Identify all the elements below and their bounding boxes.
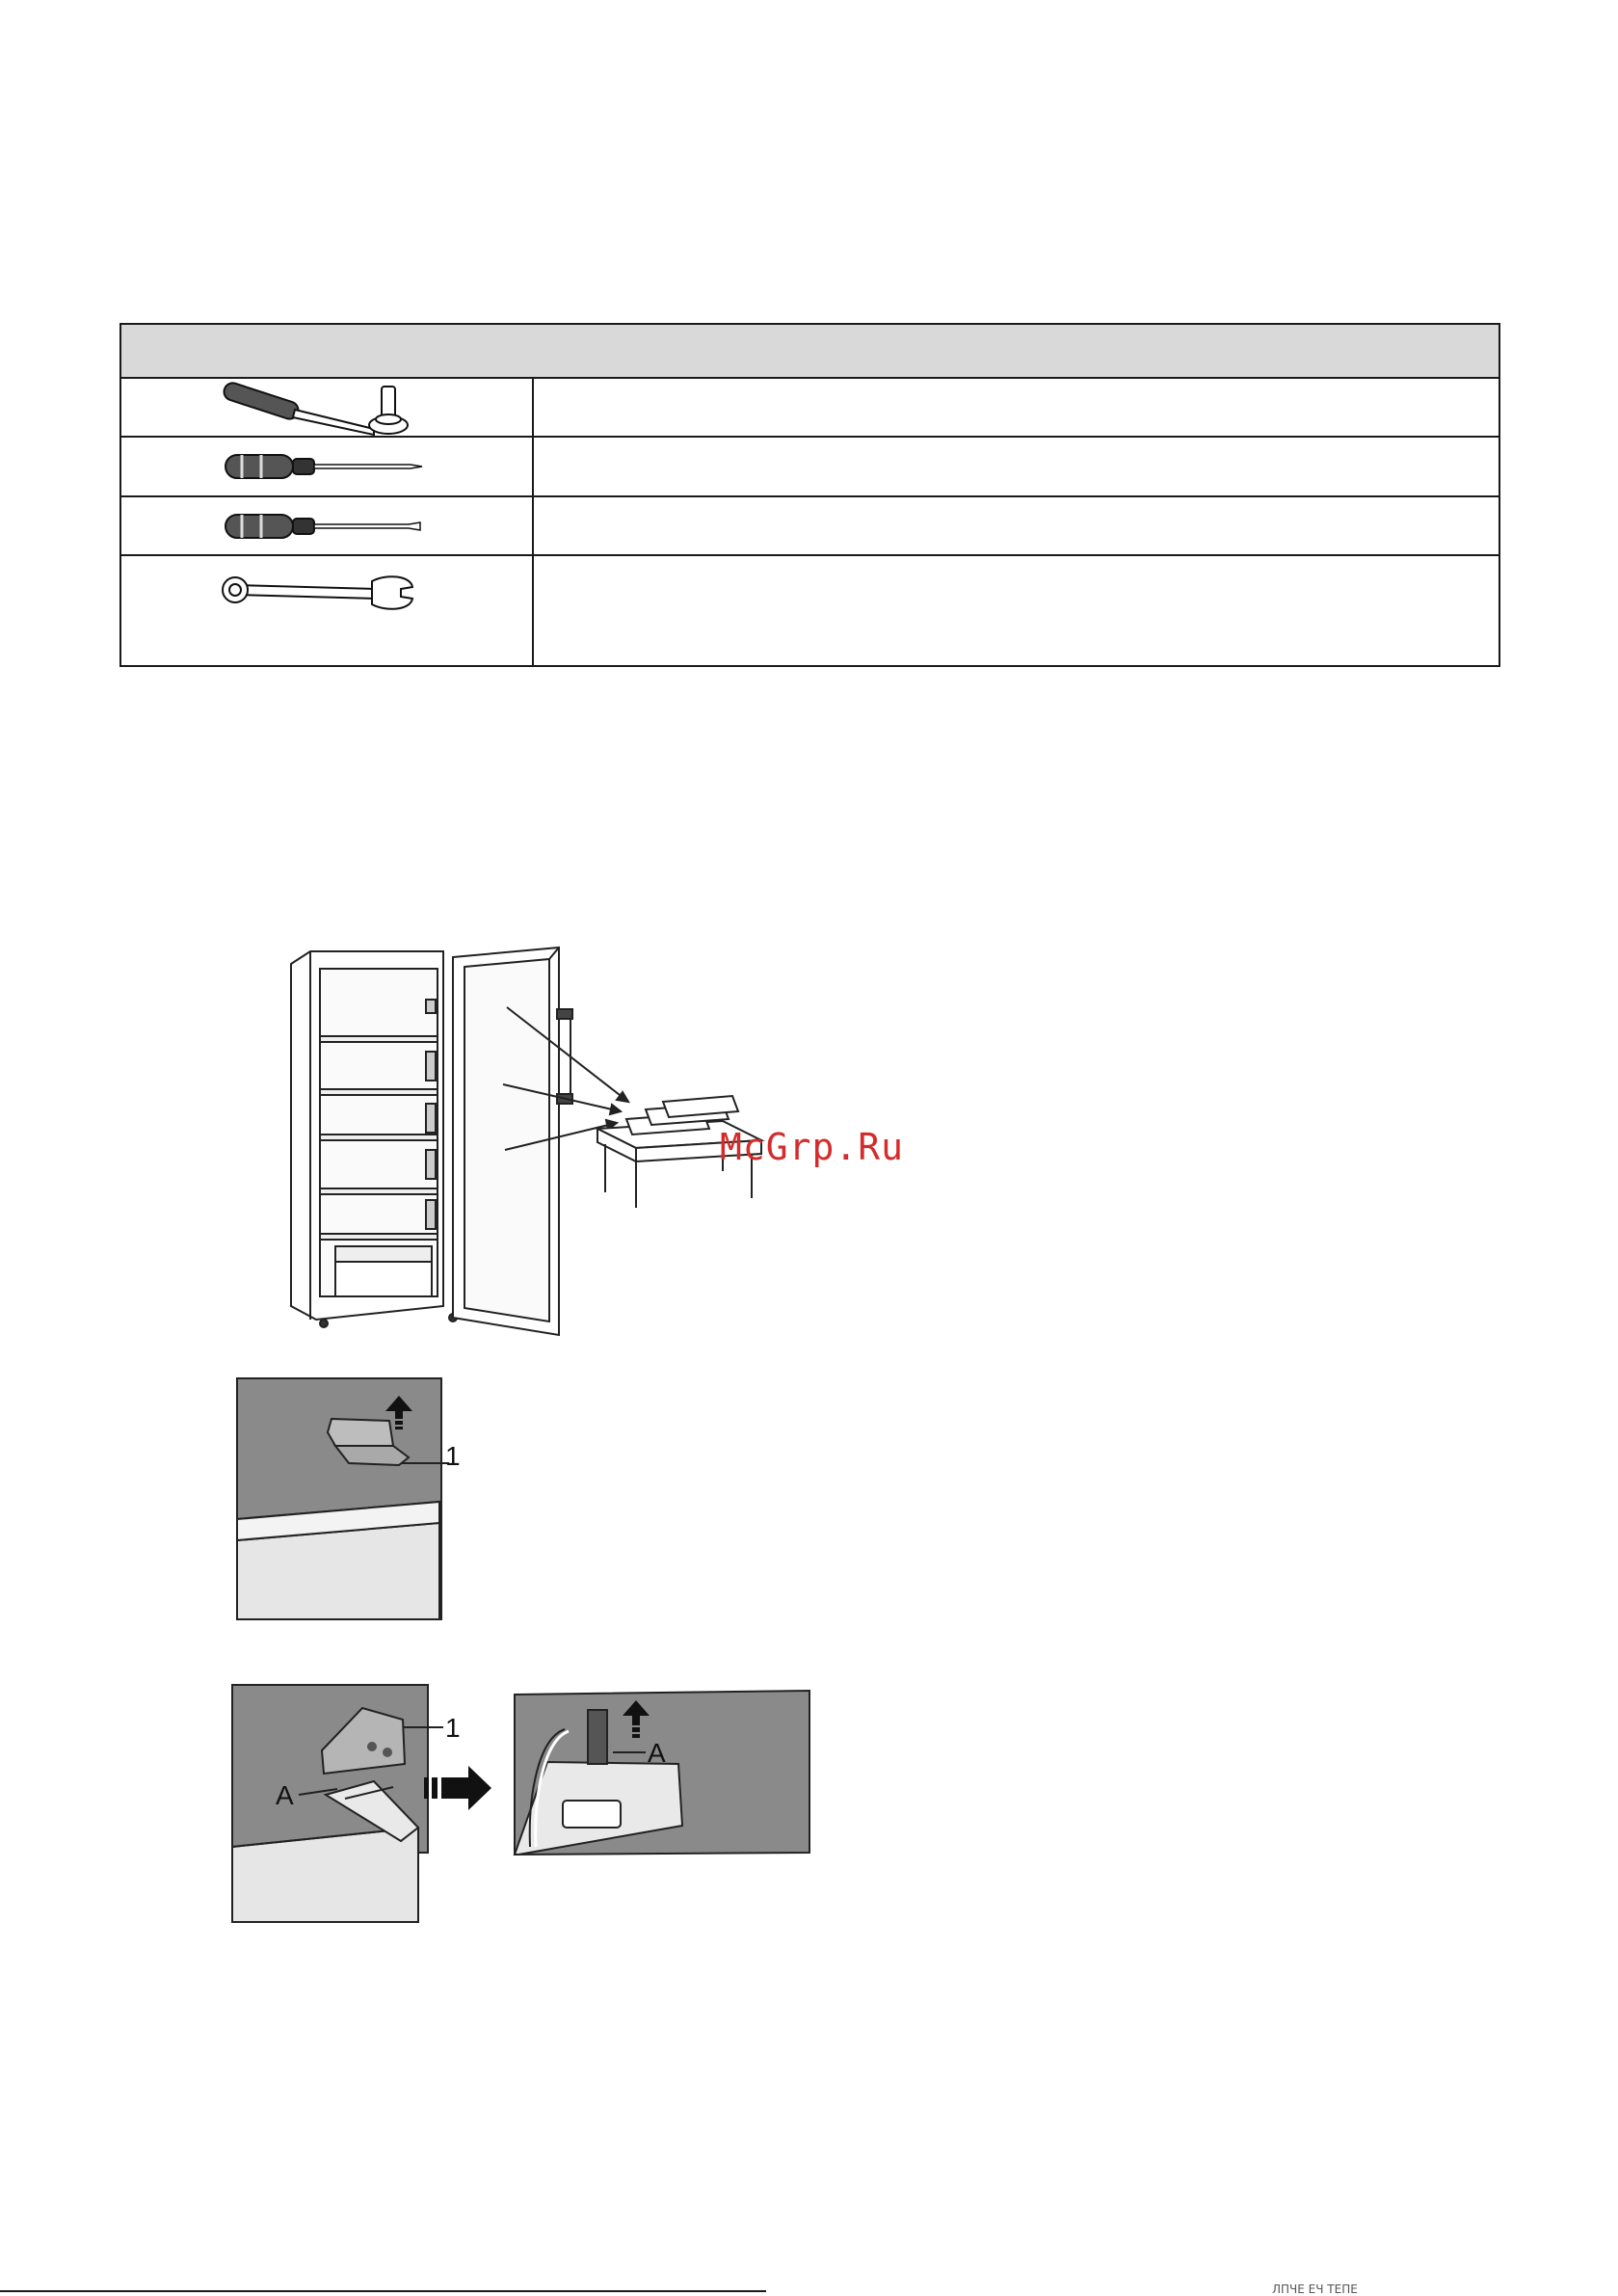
callout-1: 1	[445, 1441, 461, 1471]
tools-table	[119, 323, 1500, 667]
hinge-cover-removal-illustration	[235, 1376, 486, 1621]
callout-a-left: A	[276, 1780, 294, 1810]
combination-wrench-icon	[121, 556, 534, 665]
footer-rule	[0, 2290, 766, 2292]
tool-row-phillips-screwdriver	[121, 438, 1499, 497]
tool-description	[534, 497, 1499, 554]
tool-row-flat-screwdriver	[121, 497, 1499, 556]
watermark: McGrp.Ru	[720, 1126, 905, 1168]
tool-description	[534, 379, 1499, 436]
phillips-screwdriver-icon	[121, 438, 534, 495]
tool-row-combination-wrench	[121, 556, 1499, 665]
flat-screwdriver-icon	[121, 497, 534, 554]
callout-a-right: A	[648, 1738, 666, 1768]
callout-1: 1	[445, 1713, 461, 1743]
tool-description	[534, 438, 1499, 495]
tools-table-header	[121, 325, 1499, 379]
tool-row-socket-wrench	[121, 379, 1499, 438]
hinge-removal-illustration	[229, 1681, 827, 1928]
tool-description	[534, 556, 1499, 665]
footer-marks: ЛПЧЕ ЕЧ ТЕПЕ	[1272, 2283, 1358, 2296]
socket-wrench-icon	[121, 379, 534, 436]
